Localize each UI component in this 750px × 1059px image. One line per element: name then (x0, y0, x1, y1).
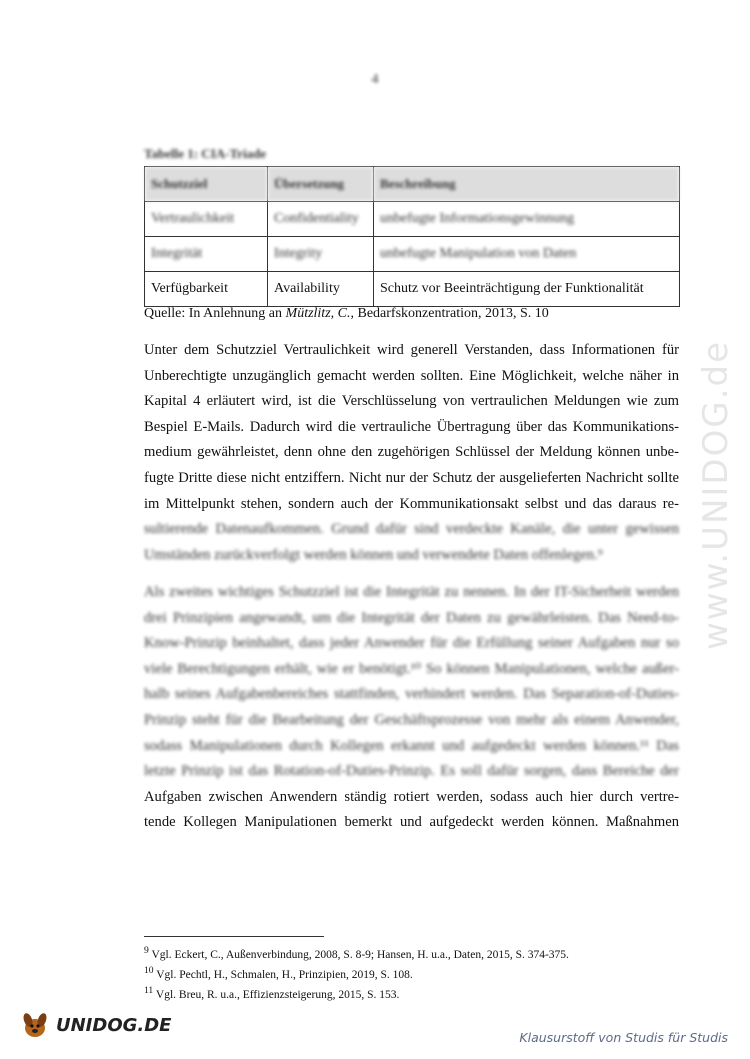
table-caption: Tabelle 1: CIA-Triade (144, 146, 267, 161)
source-author: Mützlitz, C. (285, 306, 351, 321)
table-source (144, 306, 549, 322)
text-line: Know-Prinzip beinhaltet, dass jeder Anwender für die Erfüllung seiner Aufgaben nur so (144, 635, 679, 652)
table-header-row (145, 167, 680, 202)
text-line: sultierende Datenaufkommen. Grund dafür sind verdeckte Kanäle, die unter gewissen (144, 521, 679, 538)
text-line: Als zweites wichtiges Schutzziel ist die Integrität zu nennen. In der IT-Sicherheit werden (144, 584, 679, 600)
unidog-logo[interactable] (20, 1010, 171, 1040)
text-line: sodass Manipulationen durch Kollegen erkannt und aufgedeckt werden können.¹¹ Das (144, 737, 679, 754)
slogan: Klausurstoff von Studis für Studis (519, 1030, 728, 1045)
text-line: Unberechtigte unzugänglich gemacht werden sollten. Eine Möglichkeit, welche näher in (144, 367, 679, 384)
footnote: $^{11}$ Vgl. Breu, R. u.a., Effizienzsteigerung, 2015, S. 153. (144, 984, 400, 1001)
table-row (145, 202, 680, 237)
text-line: fugte Dritte diese nicht entziffern. Nicht nur der Schutz der ausgelieferten Nachricht sollte (144, 469, 679, 486)
table-cell: Schutz vor Beeinträchtigung der Funktionalität (374, 272, 680, 307)
table-row (145, 272, 680, 307)
text-line: Aufgaben zwischen Anwendern ständig rotiert werden, sodass auch hier durch vertre- (144, 788, 679, 805)
table-cell: unbefugte Manipulation von Daten (374, 237, 680, 272)
text-line: Bespiel E-Mails. Dadurch wird die vertrauliche Übertragung über das Kommunikations- (144, 418, 679, 435)
table-cell: Verfügbarkeit (145, 272, 268, 307)
footnotes (144, 943, 569, 1002)
dog-mascot-icon (20, 1010, 50, 1040)
table-header-cell: Übersetzung (268, 167, 374, 202)
text-line: Umständen zurückverfolgt werden können und verwendete Daten offenlegen.⁹ (144, 546, 603, 563)
text-line: drei Prinzipien angewandt, um die Integrität der Daten zu gewährleisten. Das Need-to- (144, 609, 679, 626)
text-line: halb seines Aufgabenbereiches stattfinden, verhindert werden. Das Separation-of-Duties- (144, 686, 679, 703)
table-header-cell: Schutzziel (145, 167, 268, 202)
text-line: Kapital 4 erläutert wird, ist die Verschlüsselung von vertraulichen Meldungen wie zum (144, 393, 679, 410)
table-cell: Integrität (145, 237, 268, 272)
table-cell: Availability (268, 272, 374, 307)
paragraph-integrity (144, 580, 679, 836)
watermark: www.UNIDOG.de (696, 339, 736, 651)
footnote: $^{10}$ Vgl. Pechtl, H., Schmalen, H., Prinzipien, 2019, S. 108. (144, 964, 413, 981)
source-prefix: Quelle: In Anlehnung an (144, 306, 286, 321)
source-suffix: , Bedarfskonzentration, 2013, S. 10 (350, 306, 549, 321)
text-line: letzte Prinzip ist das Rotation-of-Duties-Prinzip. Es soll dafür sorgen, dass Bereiche der (144, 763, 679, 780)
text-line: Prinzip steht für die Bearbeitung der Geschäftsprozesse von mehr als einem Anwender, (144, 711, 679, 728)
paragraph-confidentiality (144, 338, 679, 568)
text-line: Unter dem Schutzziel Vertraulichkeit wird generell Verstanden, dass Informationen für (144, 342, 679, 358)
page-number: 4 (371, 72, 379, 87)
text-line: viele Berechtigungen erhält, wie er benötigt.¹⁰ So können Manipulationen, welche außer- (144, 660, 679, 677)
text-line: im Mittelpunkt stehen, sondern auch der Kommunikationsakt selbst und das daraus re- (144, 495, 679, 512)
footnote-divider (144, 936, 324, 937)
footnote: $^9$ Vgl. Eckert, C., Außenverbindung, 2008, S. 8-9; Hansen, H. u.a., Daten, 2015, S. 374-375. (144, 945, 569, 961)
text-line: medium gewährleistet, denn ohne den zugehörigen Schlüssel der Meldung können unbe- (144, 444, 679, 461)
text-line: tende Kollegen Manipulationen bemerkt und aufgedeckt werden können. Maßnahmen (144, 814, 679, 831)
logo-text: UNIDOG.DE (56, 1014, 172, 1036)
table-cell: Confidentiality (268, 202, 374, 237)
table-cell: unbefugte Informationsgewinnung (374, 202, 680, 237)
cia-table (144, 166, 680, 307)
table-header-cell: Beschreibung (374, 167, 680, 202)
table-cell: Vertraulichkeit (145, 202, 268, 237)
table-row (145, 237, 680, 272)
table-cell: Integrity (268, 237, 374, 272)
